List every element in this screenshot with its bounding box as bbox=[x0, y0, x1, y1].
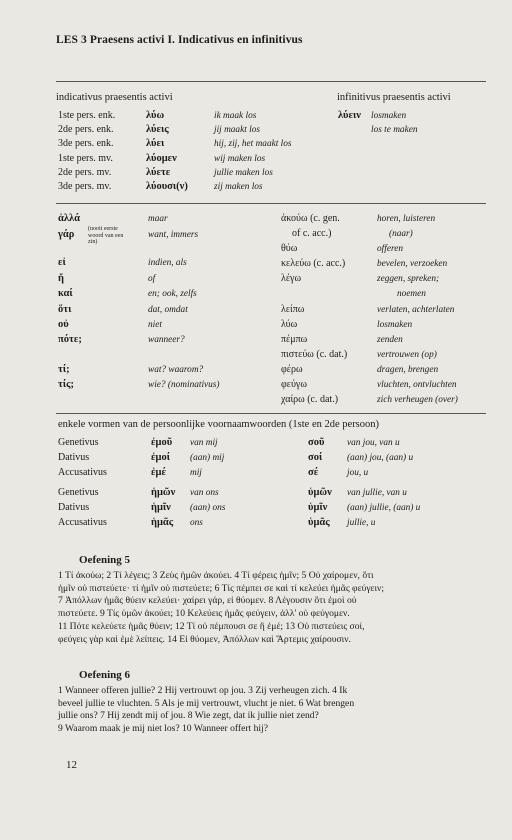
infinitive-dutch: losmaken bbox=[371, 111, 407, 121]
exercise-line: ἡμῖν οὐ πιστεύετε· τί ἡμῖν οὐ πιστεύετε; 6 Τίς πέμπει σε καὶ τί κελεύει ἡμᾶς φεύγειν; bbox=[58, 582, 385, 594]
greek-form: λύεις bbox=[146, 124, 169, 135]
vocab-dutch: offeren bbox=[377, 244, 403, 254]
vocab-greek: ὅτι bbox=[58, 304, 72, 315]
person-label: 3de pers. enk. bbox=[58, 138, 114, 149]
pronoun-greek: ἡμῖν bbox=[151, 502, 171, 513]
pronoun-dutch: jullie, u bbox=[347, 518, 376, 528]
exercise-line: πιστεύετε. 9 Τίς ὑμῶν ἀκούει; 10 Κελεύεις ἡμᾶς φεύγειν, ἀλλ' οὐ φεύγομεν. bbox=[58, 608, 350, 620]
vocab-greek: ἀκούω (c. gen. bbox=[281, 213, 340, 224]
pronoun-greek: ὑμῖν bbox=[308, 502, 328, 513]
exercise-6-text bbox=[58, 685, 354, 736]
greek-form: λύει bbox=[146, 138, 165, 149]
vocab-dutch: dragen, brengen bbox=[377, 365, 439, 375]
vocab-dutch: dat, omdat bbox=[148, 305, 188, 315]
dutch-translation: wij maken los bbox=[214, 154, 266, 164]
pronoun-dutch: (aan) ons bbox=[190, 503, 226, 513]
infinitive-header: infinitivus praesentis activi bbox=[337, 92, 451, 103]
vocab-dutch: zich verheugen (over) bbox=[377, 395, 458, 405]
pronoun-greek: σοῦ bbox=[308, 437, 325, 448]
vocab-dutch: (naar) bbox=[389, 229, 413, 239]
pronoun-dutch: (aan) mij bbox=[190, 453, 225, 463]
pronoun-dutch: van ons bbox=[190, 488, 219, 498]
divider bbox=[56, 413, 486, 414]
greek-form: λύω bbox=[146, 110, 165, 121]
vocab-dutch: wanneer? bbox=[148, 335, 185, 345]
pronoun-greek: ἐμοῦ bbox=[151, 437, 173, 448]
exercise-line: 1 Wanneer offeren jullie? 2 Hij vertrouwt op jou. 3 Zij verheugen zich. 4 Ik bbox=[58, 685, 348, 696]
vocab-dutch: indien, als bbox=[148, 258, 187, 268]
indicative-header: indicativus praesentis activi bbox=[56, 92, 173, 103]
exercise-line: φεύγεις γὰρ καὶ ἐμὲ λείπεις. 14 Εἰ θύομεν, Ἀπόλλων καὶ Ἄρτεμις χαίρουσιν. bbox=[58, 633, 351, 645]
pronoun-dutch: (aan) jou, (aan) u bbox=[347, 453, 414, 463]
pronoun-greek: ὑμῶν bbox=[308, 487, 332, 498]
pronoun-dutch: jou, u bbox=[347, 468, 369, 478]
vocab-dutch: zenden bbox=[377, 335, 403, 345]
pronoun-greek: ἐμέ bbox=[151, 467, 166, 478]
greek-form: λύομεν bbox=[146, 153, 177, 164]
exercise-5-title: Oefening 5 bbox=[79, 554, 131, 566]
pronoun-greek: ὑμᾶς bbox=[308, 517, 330, 528]
person-label: 2de pers. enk. bbox=[58, 124, 114, 135]
greek-form: λύετε bbox=[146, 167, 171, 178]
pronoun-greek: ἐμοί bbox=[151, 452, 170, 463]
exercise-line: 7 Ἀπόλλων ἡμᾶς θύειν κελεύει· χαίρει γάρ, εἰ θύομεν. 8 Λέγουσιν ὅτι ἐμοὶ οὐ bbox=[58, 595, 357, 607]
vocab-greek: οὐ bbox=[58, 319, 69, 330]
vocab-greek: λύω bbox=[281, 319, 298, 330]
dutch-translation: jullie maken los bbox=[214, 168, 273, 178]
greek-form: λύουσι(ν) bbox=[146, 181, 188, 192]
pronoun-dutch: van jullie, van u bbox=[347, 488, 407, 498]
pronoun-greek: σοί bbox=[308, 452, 323, 463]
vocab-dutch: zeggen, spreken; bbox=[377, 274, 440, 284]
vocab-greek: ἀλλά bbox=[58, 213, 81, 224]
pronoun-header: enkele vormen van de persoonlijke voornaamwoorden (1ste en 2de persoon) bbox=[58, 419, 380, 430]
vocab-greek: λείπω bbox=[281, 304, 305, 315]
vocab-note: (nooit eerste woord van een zin) bbox=[88, 226, 124, 245]
person-label: 2de pers. mv. bbox=[58, 167, 112, 178]
exercise-line: 9 Waarom maak je mij niet los? 10 Wanneer offert hij? bbox=[58, 723, 268, 735]
vocab-dutch: of bbox=[148, 274, 156, 284]
dutch-translation: hij, zij, het maakt los bbox=[214, 139, 292, 149]
vocab-dutch: noemen bbox=[397, 289, 426, 299]
divider bbox=[56, 203, 486, 204]
vocab-dutch: wie? (nominativus) bbox=[148, 380, 220, 390]
case-label: Genetivus bbox=[58, 437, 99, 448]
lesson-heading: LES 3 Praesens activi I. Indicativus en infinitivus bbox=[56, 34, 303, 46]
vocab-greek: πότε; bbox=[58, 334, 82, 345]
person-label: 1ste pers. mv. bbox=[58, 153, 113, 164]
infinitive-dutch-2: los te maken bbox=[371, 125, 418, 135]
person-label: 3de pers. mv. bbox=[58, 181, 112, 192]
exercise-6-title: Oefening 6 bbox=[79, 669, 131, 681]
vocab-greek: ἤ bbox=[58, 273, 64, 284]
vocab-greek: χαίρω (c. dat.) bbox=[281, 394, 339, 405]
vocab-dutch: maar bbox=[148, 214, 168, 224]
vocab-dutch: vluchten, ontvluchten bbox=[377, 380, 457, 390]
vocab-dutch: horen, luisteren bbox=[377, 214, 436, 224]
case-label: Accusativus bbox=[58, 467, 107, 478]
person-label: 1ste pers. enk. bbox=[58, 110, 116, 121]
pronoun-greek: ἡμᾶς bbox=[151, 517, 174, 528]
pronoun-dutch: mij bbox=[190, 468, 202, 478]
case-label: Genetivus bbox=[58, 487, 99, 498]
pronoun-dutch: (aan) jullie, (aan) u bbox=[347, 503, 421, 513]
vocab-greek: γάρ bbox=[58, 229, 75, 240]
exercise-line: 11 Πότε κελεύετε ἡμᾶς θύειν; 12 Τί οὐ πέμπουσι σε ἢ ἐμέ; 13 Οὐ πιστεύεις σοί, bbox=[58, 620, 365, 632]
divider bbox=[56, 81, 486, 82]
vocab-dutch: losmaken bbox=[377, 320, 413, 330]
vocab-dutch: want, immers bbox=[148, 230, 199, 240]
dutch-translation: ik maak los bbox=[214, 111, 257, 121]
vocab-greek: κελεύω (c. acc.) bbox=[281, 258, 346, 269]
vocab-dutch: niet bbox=[148, 320, 162, 330]
exercise-5-text bbox=[58, 570, 384, 646]
exercise-line: beveel jullie te vluchten. 5 Als je mij vertrouwt, vlucht je niet. 6 Wat brengen bbox=[58, 697, 355, 709]
pronoun-dutch: van mij bbox=[190, 438, 218, 448]
pronoun-greek: σέ bbox=[308, 467, 319, 478]
pronoun-greek: ἡμῶν bbox=[151, 487, 176, 498]
vocab-greek: φέρω bbox=[281, 364, 303, 375]
pronoun-dutch: ons bbox=[190, 518, 203, 528]
vocab-greek: θύω bbox=[281, 243, 298, 254]
case-label: Dativus bbox=[58, 452, 90, 463]
vocab-greek: πιστεύω (c. dat.) bbox=[281, 349, 348, 360]
exercise-line: jullie ons? 7 Hij zendt mij of jou. 8 Wie zegt, dat ik jullie niet zend? bbox=[58, 710, 319, 722]
vocab-dutch: bevelen, verzoeken bbox=[377, 259, 448, 269]
case-label: Accusativus bbox=[58, 517, 107, 528]
vocab-greek: καί bbox=[58, 288, 73, 299]
case-label: Dativus bbox=[58, 502, 90, 513]
vocab-greek: of c. acc.) bbox=[292, 228, 332, 239]
exercise-line: 1 Τί ἀκούω; 2 Τί λέγεις; 3 Ζεὺς ἡμῶν ἀκούει. 4 Τί φέρεις ἡμῖν; 5 Οὐ χαίρομεν, ὅτι bbox=[58, 570, 374, 581]
vocab-greek: εἰ bbox=[58, 257, 66, 268]
vocab-dutch: en; ook, zelfs bbox=[148, 289, 197, 299]
vocab-greek: τί; bbox=[58, 364, 70, 375]
page-number: 12 bbox=[66, 759, 77, 771]
vocab-greek: λέγω bbox=[281, 273, 302, 284]
vocab-greek: φεύγω bbox=[281, 379, 307, 390]
vocab-greek: πέμπω bbox=[281, 334, 308, 345]
vocab-dutch: wat? waarom? bbox=[148, 365, 204, 375]
vocab-greek: τίς; bbox=[58, 379, 75, 390]
vocab-dutch: vertrouwen (op) bbox=[377, 350, 437, 360]
vocab-dutch: verlaten, achterlaten bbox=[377, 305, 455, 315]
dutch-translation: jij maakt los bbox=[214, 125, 260, 135]
dutch-translation: zij maken los bbox=[214, 182, 263, 192]
infinitive-greek: λύειν bbox=[338, 110, 361, 121]
pronoun-dutch: van jou, van u bbox=[347, 438, 400, 448]
